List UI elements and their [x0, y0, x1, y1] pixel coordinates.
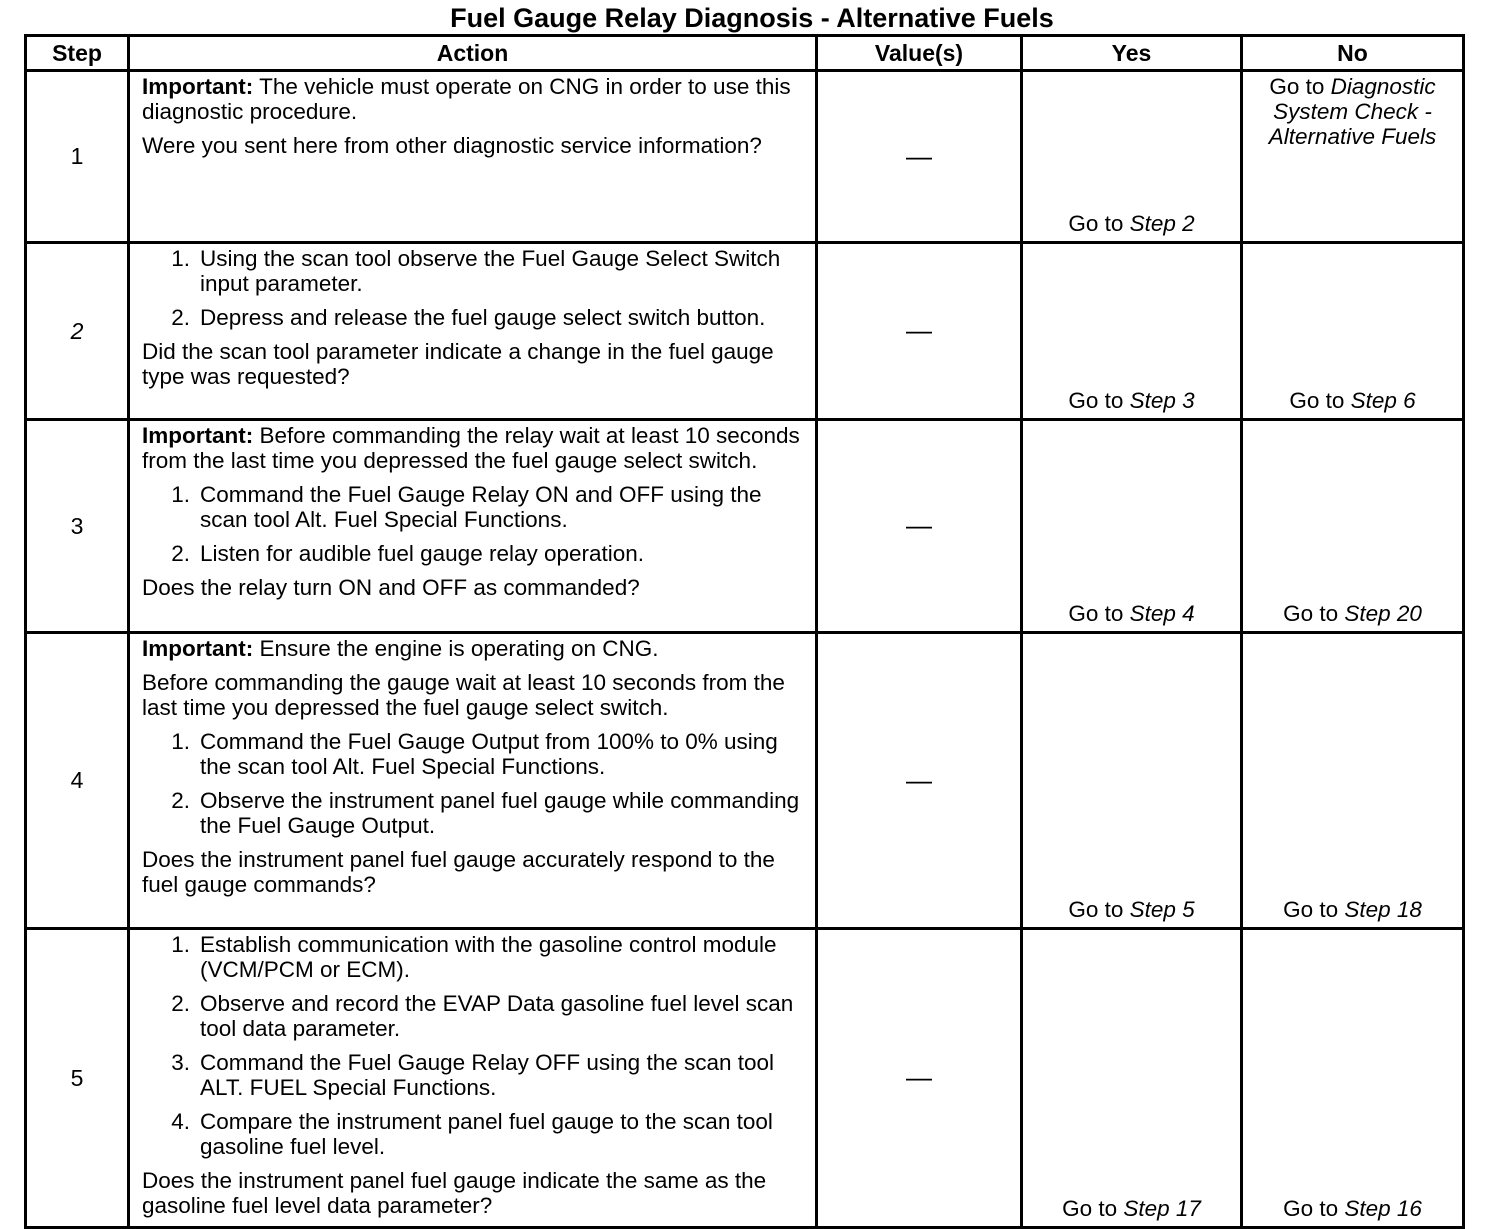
list-item-number: 1.: [171, 729, 190, 754]
step-number: 4: [26, 633, 129, 929]
yes-step-link[interactable]: Step 2: [1129, 211, 1195, 236]
important-text: The vehicle must operate on CNG in order to use this diagnostic procedure.: [142, 74, 791, 124]
value-dash: —: [906, 764, 932, 795]
list-item-text: Depress and release the fuel gauge select switch button.: [200, 305, 766, 330]
important-label: Important:: [142, 636, 254, 661]
important-label: Important:: [142, 423, 254, 448]
list-item: [142, 991, 805, 1041]
action-cell: [129, 420, 817, 633]
yes-prefix: Go to: [1062, 1196, 1124, 1221]
table-row: [26, 420, 1464, 633]
yes-cell: [1022, 633, 1242, 929]
no-prefix: Go to: [1283, 1196, 1345, 1221]
important-text: Before commanding the relay wait at least 10 seconds from the last time you depressed the fuel gauge select switch.: [142, 423, 800, 473]
value-cell: [817, 71, 1022, 243]
list-item-text: Command the Fuel Gauge Relay ON and OFF using the scan tool Alt. Fuel Special Functions.: [200, 482, 762, 532]
table-row: [26, 929, 1464, 1228]
value-dash: —: [906, 315, 932, 345]
list-item-text: Command the Fuel Gauge Output from 100% to 0% using the scan tool Alt. Fuel Special Functions.: [200, 729, 778, 779]
column-header-values: Value(s): [817, 36, 1022, 71]
no-cell: [1242, 420, 1464, 633]
no-cell: [1242, 243, 1464, 420]
no-step-link[interactable]: Step 6: [1350, 388, 1416, 413]
action-list: [142, 246, 805, 330]
column-header-step: Step: [26, 36, 129, 71]
diagnostic-table: [24, 34, 1465, 1229]
list-item-number: 2.: [171, 788, 190, 813]
list-item-number: 3.: [171, 1050, 190, 1075]
list-item: [142, 1050, 805, 1100]
yes-prefix: Go to: [1068, 388, 1130, 413]
list-item-number: 2.: [171, 991, 190, 1016]
no-cell: [1242, 633, 1464, 929]
yes-prefix: Go to: [1068, 897, 1130, 922]
no-step-link[interactable]: Diagnostic System Check - Alternative Fuels: [1268, 74, 1437, 149]
action-list: [142, 932, 805, 1159]
action-list: [142, 482, 805, 566]
yes-step-link[interactable]: Step 4: [1129, 601, 1195, 626]
action-list: [142, 729, 805, 838]
important-text: Ensure the engine is operating on CNG.: [253, 636, 659, 661]
list-item-number: 1.: [171, 482, 190, 507]
yes-cell: [1022, 420, 1242, 633]
no-prefix: Go to: [1289, 388, 1351, 413]
value-dash: —: [906, 140, 932, 171]
action-cell: [129, 633, 817, 929]
question-text: Does the relay turn ON and OFF as commanded?: [142, 575, 640, 600]
yes-step-link[interactable]: Step 17: [1123, 1196, 1201, 1221]
column-header-action: Action: [129, 36, 817, 71]
action-cell: [129, 929, 817, 1228]
list-item: [142, 246, 805, 296]
step-number: 3: [26, 420, 129, 633]
important-label: Important:: [142, 74, 254, 99]
list-item-text: Establish communication with the gasoline control module (VCM/PCM or ECM).: [200, 932, 777, 982]
yes-prefix: Go to: [1068, 211, 1130, 236]
question-text: Were you sent here from other diagnostic service information?: [142, 133, 762, 158]
list-item-number: 2.: [171, 305, 190, 330]
yes-cell: [1022, 929, 1242, 1228]
no-cell: [1242, 71, 1464, 243]
yes-cell: [1022, 71, 1242, 243]
step-number: 1: [26, 71, 129, 243]
list-item-number: 1.: [171, 932, 190, 957]
value-cell: [817, 929, 1022, 1228]
table-row: [26, 71, 1464, 243]
no-cell: [1242, 929, 1464, 1228]
value-cell: [817, 633, 1022, 929]
important-note: [142, 74, 805, 124]
list-item: [142, 1109, 805, 1159]
value-dash: —: [906, 510, 932, 540]
yes-cell: [1022, 243, 1242, 420]
step-number: 5: [26, 929, 129, 1228]
yes-step-link[interactable]: Step 3: [1129, 388, 1195, 413]
step-number: 2: [26, 243, 129, 420]
column-header-yes: Yes: [1022, 36, 1242, 71]
important-note: [142, 423, 805, 473]
action-cell: [129, 243, 817, 420]
action-cell: [129, 71, 817, 243]
yes-step-link[interactable]: Step 5: [1129, 897, 1195, 922]
no-step-link[interactable]: Step 18: [1344, 897, 1422, 922]
list-item: [142, 482, 805, 532]
list-item-text: Using the scan tool observe the Fuel Gauge Select Switch input parameter.: [200, 246, 781, 296]
column-header-no: No: [1242, 36, 1464, 71]
value-cell: [817, 420, 1022, 633]
no-prefix: Go to: [1283, 897, 1345, 922]
table-row: [26, 633, 1464, 929]
value-dash: —: [906, 1062, 932, 1092]
important-note: [142, 636, 805, 661]
table-row: [26, 243, 1464, 420]
question-text: Did the scan tool parameter indicate a change in the fuel gauge type was requested?: [142, 339, 774, 389]
list-item-number: 2.: [171, 541, 190, 566]
list-item-text: Observe the instrument panel fuel gauge while commanding the Fuel Gauge Output.: [200, 788, 800, 838]
page-title: Fuel Gauge Relay Diagnosis - Alternative Fuels: [450, 3, 1054, 33]
question-text: Does the instrument panel fuel gauge accurately respond to the fuel gauge commands?: [142, 847, 775, 897]
no-step-link[interactable]: Step 20: [1344, 601, 1422, 626]
list-item-text: Listen for audible fuel gauge relay operation.: [200, 541, 645, 566]
list-item-number: 4.: [171, 1109, 190, 1134]
list-item: [142, 541, 805, 566]
no-prefix: Go to: [1269, 74, 1331, 99]
note-text: Before commanding the gauge wait at least 10 seconds from the last time you depressed the fuel gauge select switch.: [142, 670, 785, 720]
list-item-text: Observe and record the EVAP Data gasoline fuel level scan tool data parameter.: [200, 991, 794, 1041]
yes-prefix: Go to: [1068, 601, 1130, 626]
list-item: [142, 729, 805, 779]
list-item: [142, 305, 805, 330]
list-item: [142, 932, 805, 982]
list-item-text: Compare the instrument panel fuel gauge to the scan tool gasoline fuel level.: [200, 1109, 773, 1159]
list-item-number: 1.: [171, 246, 190, 271]
no-prefix: Go to: [1283, 601, 1345, 626]
value-cell: [817, 243, 1022, 420]
list-item: [142, 788, 805, 838]
list-item-text: Command the Fuel Gauge Relay OFF using the scan tool ALT. FUEL Special Functions.: [200, 1050, 775, 1100]
table-header-row: [26, 36, 1464, 71]
question-text: Does the instrument panel fuel gauge indicate the same as the gasoline fuel level data parameter?: [142, 1168, 767, 1218]
no-step-link[interactable]: Step 16: [1344, 1196, 1422, 1221]
